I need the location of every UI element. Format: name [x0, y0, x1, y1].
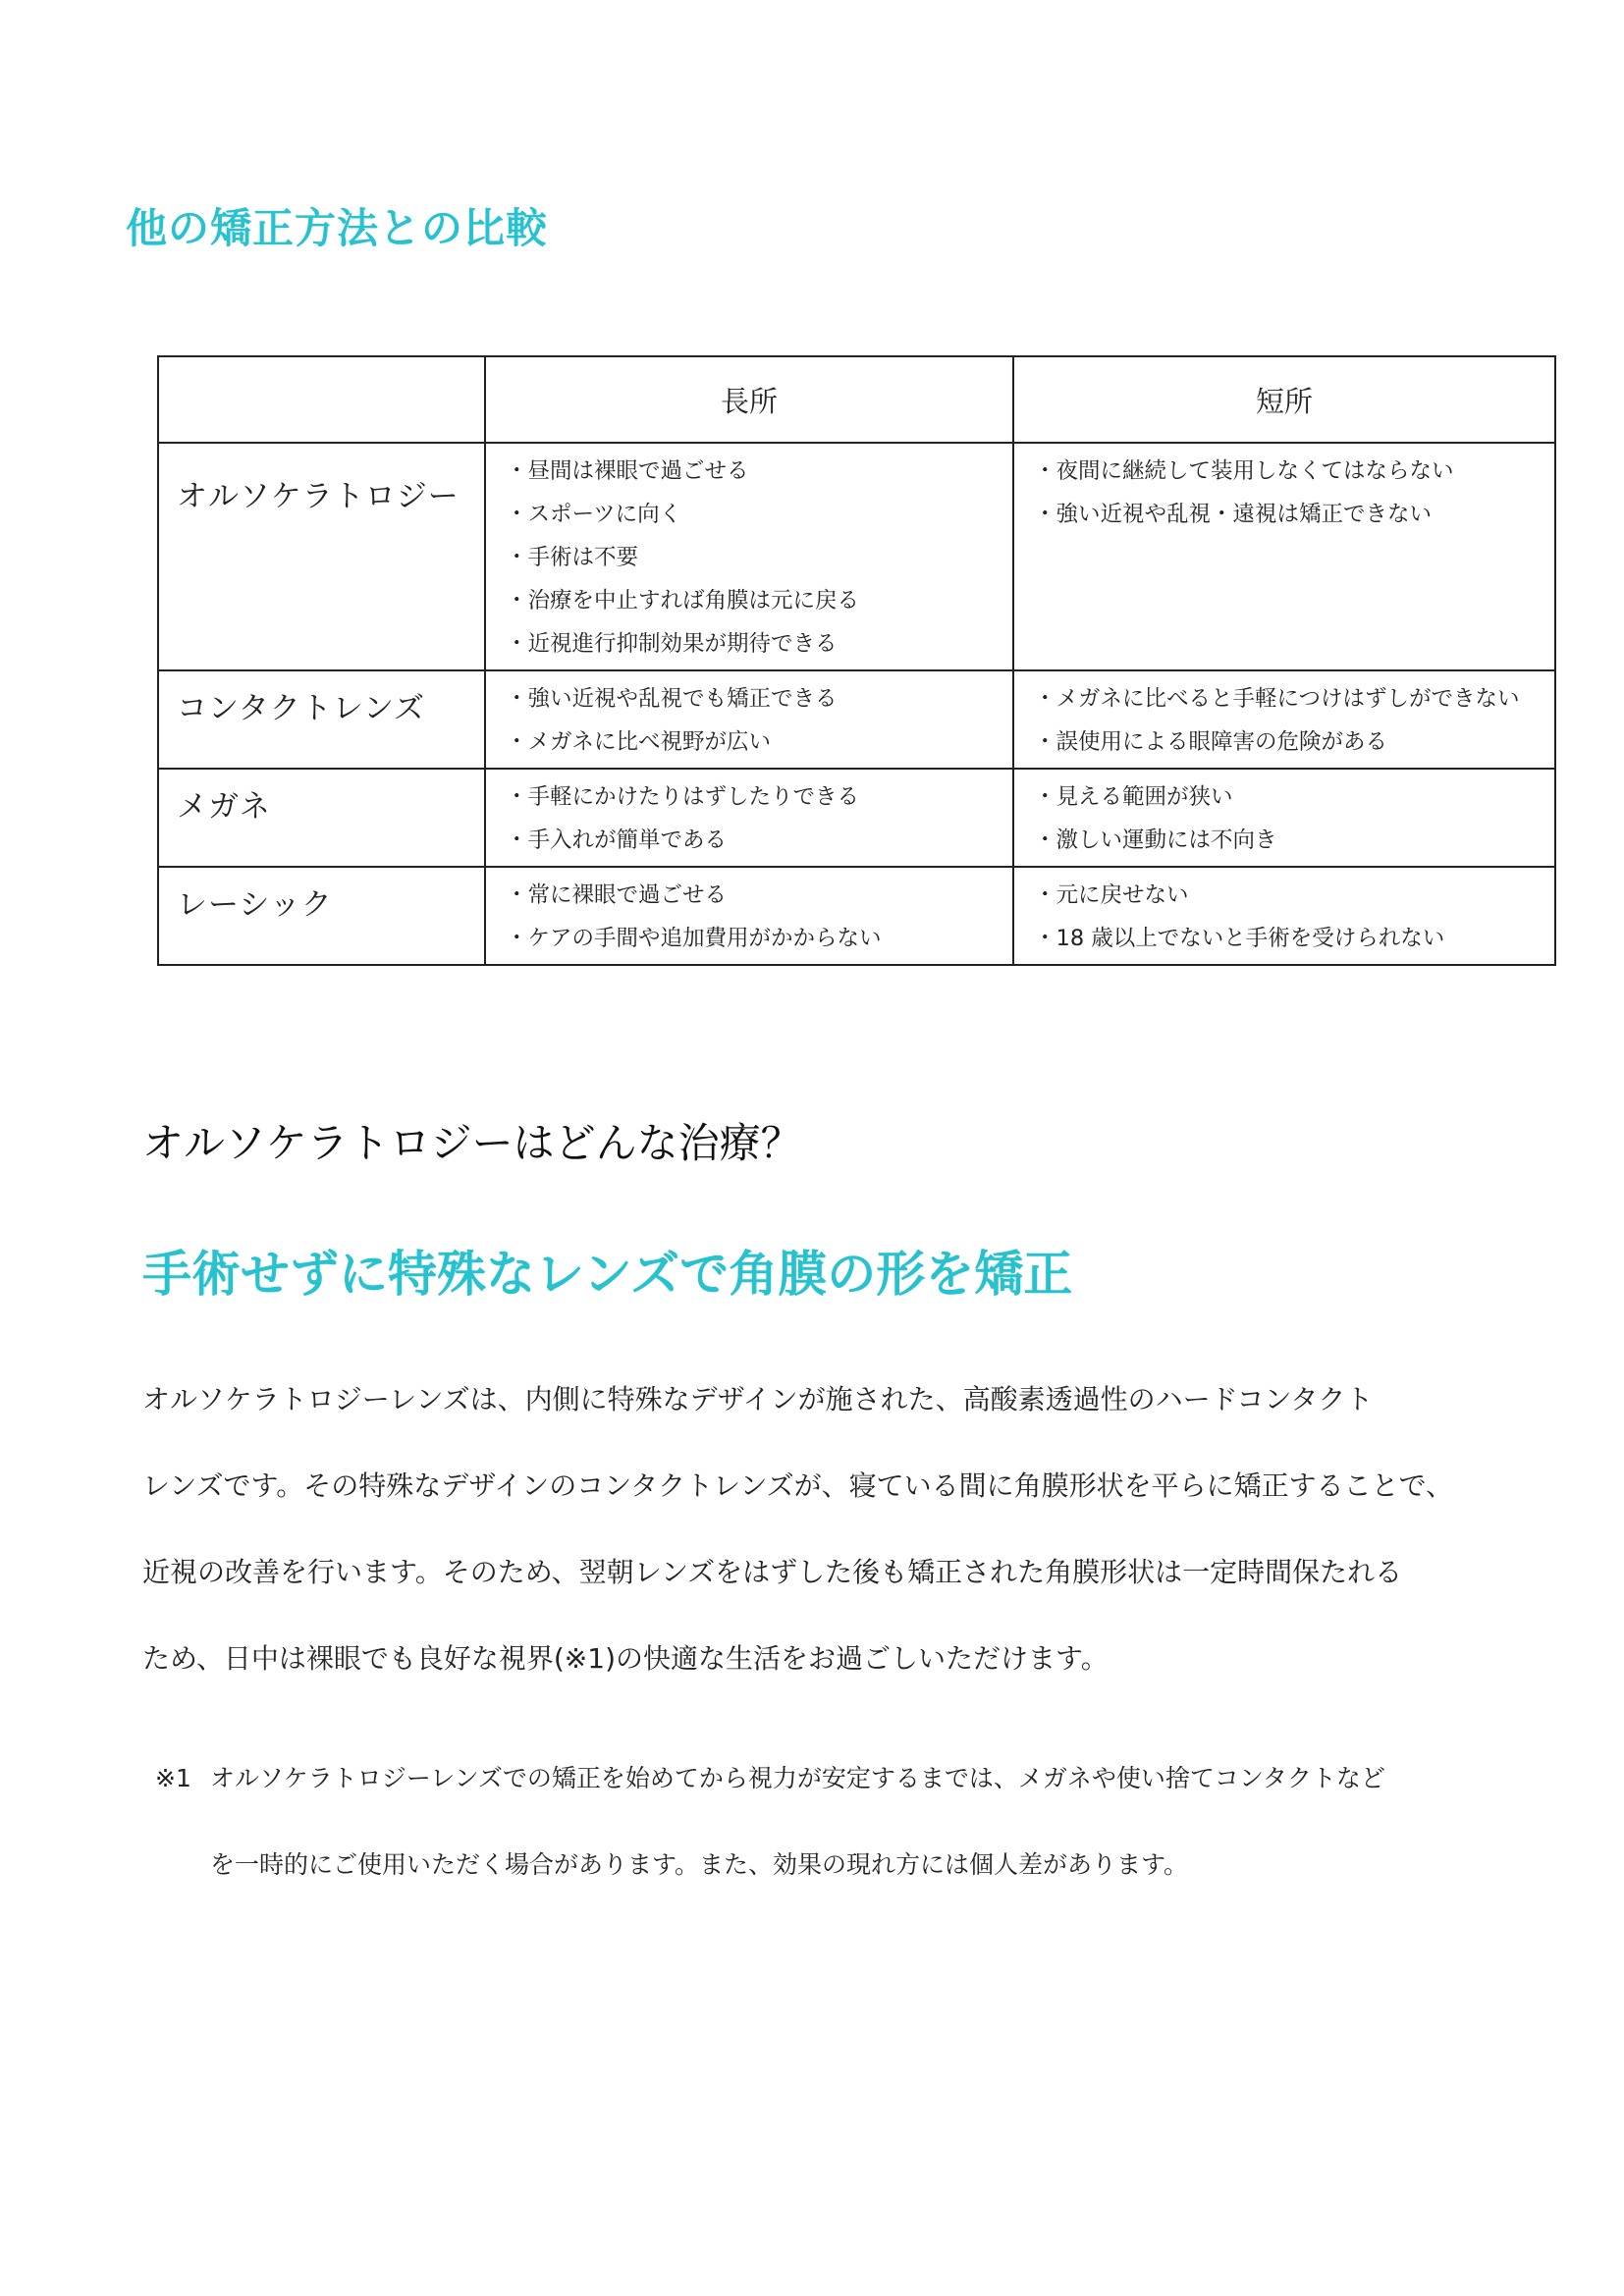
cons-item: ・見える範囲が狭い — [1034, 784, 1233, 810]
footnote-line-1 — [155, 1735, 1549, 1822]
cons-item: ・メガネに比べると手軽につけはずしができない — [1034, 686, 1520, 712]
method-name: コンタクトレンズ — [158, 670, 485, 769]
pros-item: ・治療を中止すれば角膜は元に戻る — [506, 588, 860, 614]
header-pros: 長所 — [485, 356, 1013, 443]
cons-cell — [1013, 769, 1555, 867]
pros-cell — [485, 867, 1013, 965]
pros-cell — [485, 769, 1013, 867]
cons-item: ・元に戻せない — [1034, 882, 1189, 908]
method-name: レーシック — [158, 867, 485, 965]
cons-item: ・激しい運動には不向き — [1034, 828, 1277, 853]
pros-item: ・近視進行抑制効果が期待できる — [506, 631, 838, 657]
treatment-headline: 手術せずに特殊なレンズで角膜の形を矯正 — [142, 1246, 1073, 1303]
pros-item: ・手軽にかけたりはずしたりできる — [506, 784, 860, 810]
table-row-contact-lens — [158, 670, 1555, 769]
cons-cell — [1013, 670, 1555, 769]
description-line: ため、日中は裸眼でも良好な視界(※1)の快適な生活をお過ごしいただけます。 — [142, 1642, 1109, 1675]
comparison-table — [157, 355, 1556, 966]
table-header-row — [158, 356, 1555, 443]
pros-cell — [485, 443, 1013, 670]
cons-item: ・強い近視や乱視・遠視は矯正できない — [1034, 502, 1433, 527]
footnote-text: オルソケラトロジーレンズでの矯正を始めてから視力が安定するまでは、メガネや使い捨てコンタクトなど — [210, 1764, 1385, 1792]
table-row-orthokeratology — [158, 443, 1555, 670]
pros-cell — [485, 670, 1013, 769]
footnote-mark: ※1 — [155, 1764, 191, 1792]
description-line: レンズです。その特殊なデザインのコンタクトレンズが、寝ている間に角膜形状を平らに矯正することで、 — [142, 1469, 1454, 1502]
pros-item: ・手入れが簡単である — [506, 828, 728, 853]
pros-item: ・常に裸眼で過ごせる — [506, 882, 728, 908]
pros-item: ・強い近視や乱視でも矯正できる — [506, 686, 838, 712]
method-name: メガネ — [158, 769, 485, 867]
cons-item: ・誤使用による眼障害の危険がある — [1034, 729, 1388, 755]
table-row-glasses — [158, 769, 1555, 867]
pros-item: ・メガネに比べ視野が広い — [506, 729, 772, 755]
pros-item: ・ケアの手間や追加費用がかからない — [506, 926, 882, 951]
description-line: オルソケラトロジーレンズは、内側に特殊なデザインが施された、高酸素透過性のハードコンタクト — [142, 1383, 1374, 1415]
pros-item: ・スポーツに向く — [506, 502, 682, 527]
pros-item: ・手術は不要 — [506, 545, 639, 570]
treatment-description — [142, 1357, 1537, 1702]
cons-item: ・夜間に継続して装用しなくてはならない — [1034, 458, 1454, 484]
footnote-line-2: を一時的にご使用いただく場合があります。また、効果の現れ方には個人差があります。 — [210, 1850, 1189, 1879]
cons-cell — [1013, 443, 1555, 670]
method-name: オルソケラトロジー — [158, 443, 485, 670]
table-row-lasik — [158, 867, 1555, 965]
treatment-question: オルソケラトロジーはどんな治療？ — [142, 1119, 802, 1167]
comparison-title: 他の矯正方法との比較 — [126, 204, 549, 252]
header-method — [158, 356, 485, 443]
footnote — [155, 1735, 1549, 1908]
description-line: 近視の改善を行います。そのため、翌朝レンズをはずした後も矯正された角膜形状は一定時間保たれる — [142, 1556, 1403, 1588]
cons-cell — [1013, 867, 1555, 965]
header-cons: 短所 — [1013, 356, 1555, 443]
pros-item: ・昼間は裸眼で過ごせる — [506, 458, 749, 484]
cons-item: ・18 歳以上でないと手術を受けられない — [1034, 926, 1445, 951]
